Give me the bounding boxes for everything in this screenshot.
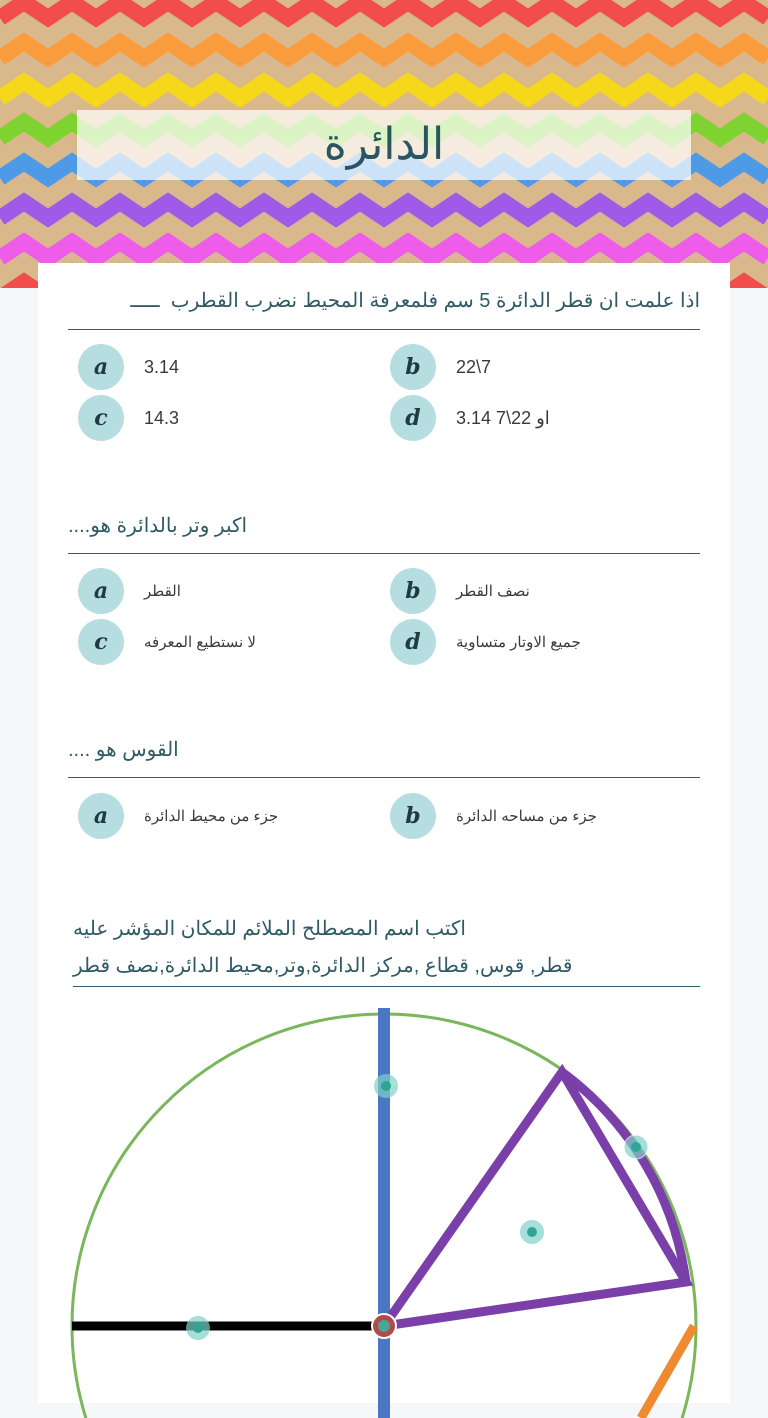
question-2-text: اكبر وتر بالدائرة هو.... bbox=[68, 515, 248, 537]
option-letter: b bbox=[390, 793, 436, 839]
sector-shape bbox=[384, 1072, 686, 1326]
option-text: القطر bbox=[144, 583, 181, 600]
question-1-text: اذا علمت ان قطر الدائرة 5 سم فلمعرفة المحيط نضرب القطرب ـــــ bbox=[130, 290, 700, 312]
q1-option-b[interactable] bbox=[390, 344, 491, 390]
marker-sector-dot bbox=[527, 1227, 537, 1237]
option-letter: a bbox=[78, 793, 124, 839]
option-letter: c bbox=[78, 395, 124, 441]
option-text: 14.3 bbox=[144, 407, 180, 428]
center-marker[interactable] bbox=[378, 1320, 390, 1332]
question-1-divider bbox=[68, 329, 700, 330]
q1-option-a[interactable] bbox=[78, 344, 179, 390]
question-3 bbox=[68, 737, 700, 762]
option-text: جميع الاوتار متساوية bbox=[456, 634, 581, 651]
circle-diagram bbox=[66, 998, 706, 1418]
option-text: 3.14 او 22\7 bbox=[456, 407, 550, 428]
option-letter: b bbox=[390, 344, 436, 390]
question-2-divider bbox=[68, 553, 700, 554]
marker-radius-dot bbox=[193, 1323, 203, 1333]
question-1 bbox=[68, 288, 700, 313]
worksheet-card bbox=[38, 263, 730, 1403]
q1-option-d[interactable] bbox=[390, 395, 550, 441]
option-letter: a bbox=[78, 344, 124, 390]
option-text: 22\7 bbox=[456, 356, 492, 377]
question-4-divider bbox=[73, 986, 700, 987]
option-text: جزء من محيط الدائرة bbox=[144, 808, 279, 825]
q2-option-a[interactable] bbox=[78, 568, 181, 614]
q3-option-a[interactable] bbox=[78, 793, 278, 839]
question-4 bbox=[73, 911, 700, 985]
page-title: الدائرة bbox=[323, 119, 445, 170]
q2-option-b[interactable] bbox=[390, 568, 530, 614]
option-letter: a bbox=[78, 568, 124, 614]
q2-option-c[interactable] bbox=[78, 619, 256, 665]
option-letter: d bbox=[390, 395, 436, 441]
title-box bbox=[77, 110, 691, 180]
q1-option-c[interactable] bbox=[78, 395, 179, 441]
question-4-line-1: اكتب اسم المصطلح الملائم للمكان المؤشر عليه bbox=[73, 918, 466, 940]
q3-option-b[interactable] bbox=[390, 793, 597, 839]
question-4-line-2: قطر, قوس, قطاع ,مركز الدائرة,وتر,محيط الدائرة,نصف قطر bbox=[73, 955, 573, 977]
question-3-text: القوس هو .... bbox=[68, 739, 179, 761]
option-text: جزء من مساحه الدائرة bbox=[456, 808, 597, 825]
option-letter: c bbox=[78, 619, 124, 665]
option-text: لا نستطيع المعرفه bbox=[144, 634, 256, 651]
option-letter: b bbox=[390, 568, 436, 614]
option-letter: d bbox=[390, 619, 436, 665]
question-2 bbox=[68, 513, 700, 538]
question-3-divider bbox=[68, 777, 700, 778]
option-text: 3.14 bbox=[144, 356, 180, 377]
q2-option-d[interactable] bbox=[390, 619, 581, 665]
option-text: نصف القطر bbox=[456, 583, 530, 600]
marker-arc-dot bbox=[631, 1142, 641, 1152]
marker-diameter-dot bbox=[381, 1081, 391, 1091]
